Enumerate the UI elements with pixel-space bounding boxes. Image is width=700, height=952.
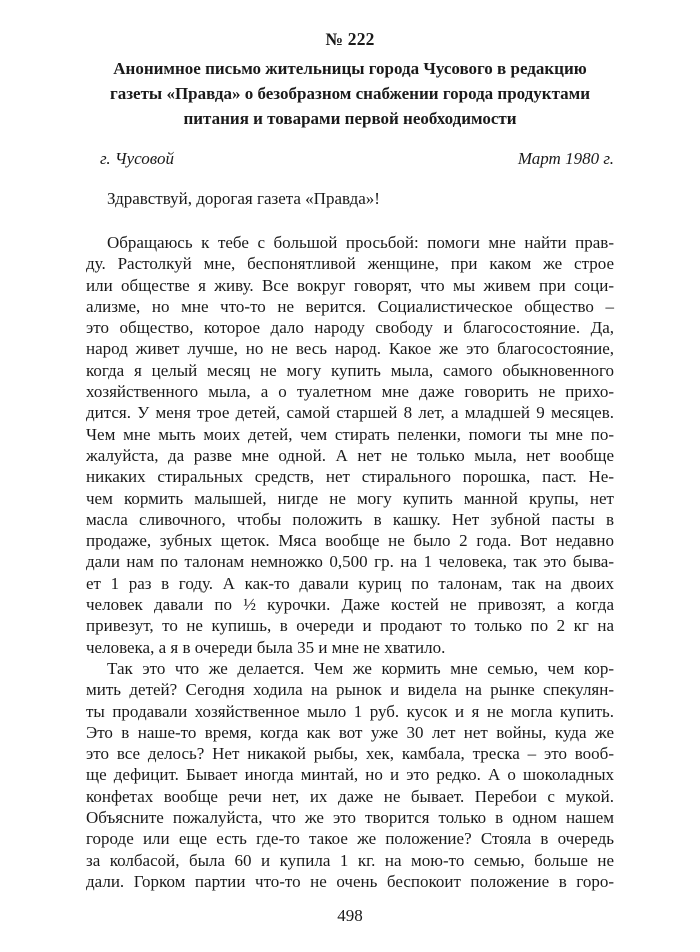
text-line: народ живет лучше, но не весь народ. Какое же это благосостояние, xyxy=(86,339,614,359)
page-number: 498 xyxy=(337,906,363,926)
text-line: жалуйста, да разве мне одной. А нет не только мыла, нет вообще xyxy=(86,445,614,465)
text-line: ализме, но мне что-то не верится. Социалистическое общество – xyxy=(86,296,614,316)
letter-place: г. Чусовой xyxy=(100,149,174,168)
text-line: за колбасой, была 60 и купила 1 кг. на мою-то семью, больше не xyxy=(86,850,614,870)
text-line: это все делось? Нет никакой рыбы, хек, камбала, треска – это вооб- xyxy=(86,744,614,764)
document-number: № 222 xyxy=(325,29,375,49)
text-line: ет 1 раз в году. А как-то давали куриц по талонам, так на двоих xyxy=(86,573,614,593)
text-line: дится. У меня трое детей, самой старшей 8 лет, а младшей 9 месяцев. xyxy=(86,403,614,423)
text-line: чем кормить малышей, нигде не могу купить манной крупы, нет xyxy=(86,488,614,508)
text-line: ще дефицит. Бывает иногда минтай, но и это редко. А о шоколадных xyxy=(86,765,614,785)
document-title-line: питания и товарами первой необходимости xyxy=(183,109,517,128)
text-line: продаже, зубных щеток. Мяса вообще не было 2 года. Вот недавно xyxy=(86,531,614,551)
text-line: привезут, то не купишь, в очереди и продают то только по 2 кг на xyxy=(86,616,614,636)
text-line: мить детей? Сегодня ходила на рынок и видела на рынке спекулян- xyxy=(86,680,614,700)
text-line: дали. Горком партии что-то не очень беспокоит положение в горо- xyxy=(86,871,614,891)
paragraph xyxy=(86,232,614,658)
document-title xyxy=(86,56,614,131)
paragraph xyxy=(86,658,614,892)
text-line: хозяйственного мыла, а о туалетном мне даже говорить не прихо- xyxy=(86,382,614,402)
document-page xyxy=(86,0,614,927)
letter-body xyxy=(86,232,614,892)
text-line: Это в наше-то время, когда как вот уже 30 лет нет войны, куда же xyxy=(86,722,614,742)
text-line: или обществе я живу. Все вокруг говорят, что мы живем при соци- xyxy=(86,275,614,295)
text-line: человека, а я в очереди была 35 и мне не хватило. xyxy=(86,637,446,657)
document-title-line: газеты «Правда» о безобразном снабжении города продуктами xyxy=(109,84,591,103)
text-line: ты продавали хозяйственное мыло 1 руб. кусок и я не могла купить. xyxy=(86,701,614,721)
text-line: дали нам по талонам немножко 0,500 гр. на 1 человека, так это быва- xyxy=(86,552,614,572)
text-line: Так это что же делается. Чем же кормить мне семью, чем кор- xyxy=(107,658,614,678)
text-line: Чем мне мыть моих детей, чем стирать пеленки, помоги ты мне по- xyxy=(86,424,614,444)
text-line: ду. Растолкуй мне, беспонятливой женщине, при каком же строе xyxy=(86,254,614,274)
dateline xyxy=(86,148,614,170)
text-line: никаких стиральных средств, нет стирального порошка, паст. Не- xyxy=(86,467,614,487)
text-line: это общество, которое дало народу свободу и благосостояние. Да, xyxy=(86,318,614,338)
letter-date: Март 1980 г. xyxy=(517,149,614,168)
text-line: масла сливочного, чтобы положить в кашку. Нет зубной пасты в xyxy=(86,509,614,529)
text-line: Объясните пожалуйста, что же это творится только в одном нашем xyxy=(86,808,614,828)
text-line: Обращаюсь к тебе с большой просьбой: помоги мне найти прав- xyxy=(107,233,614,252)
letter-salutation: Здравствуй, дорогая газета «Правда»! xyxy=(107,189,380,208)
text-line: конфетах вообще речи нет, их даже не бывает. Перебои с мукой. xyxy=(86,786,614,806)
document-title-line: Анонимное письмо жительницы города Чусового в редакцию xyxy=(113,59,587,78)
text-line: когда я целый месяц не могу купить мыла, самого обыкновенного xyxy=(86,360,614,380)
text-line: городе или еще есть где-то такое же положение? Стояла в очередь xyxy=(86,829,614,849)
text-line: человек давали по ½ курочки. Даже костей не привозят, а когда xyxy=(86,595,614,615)
